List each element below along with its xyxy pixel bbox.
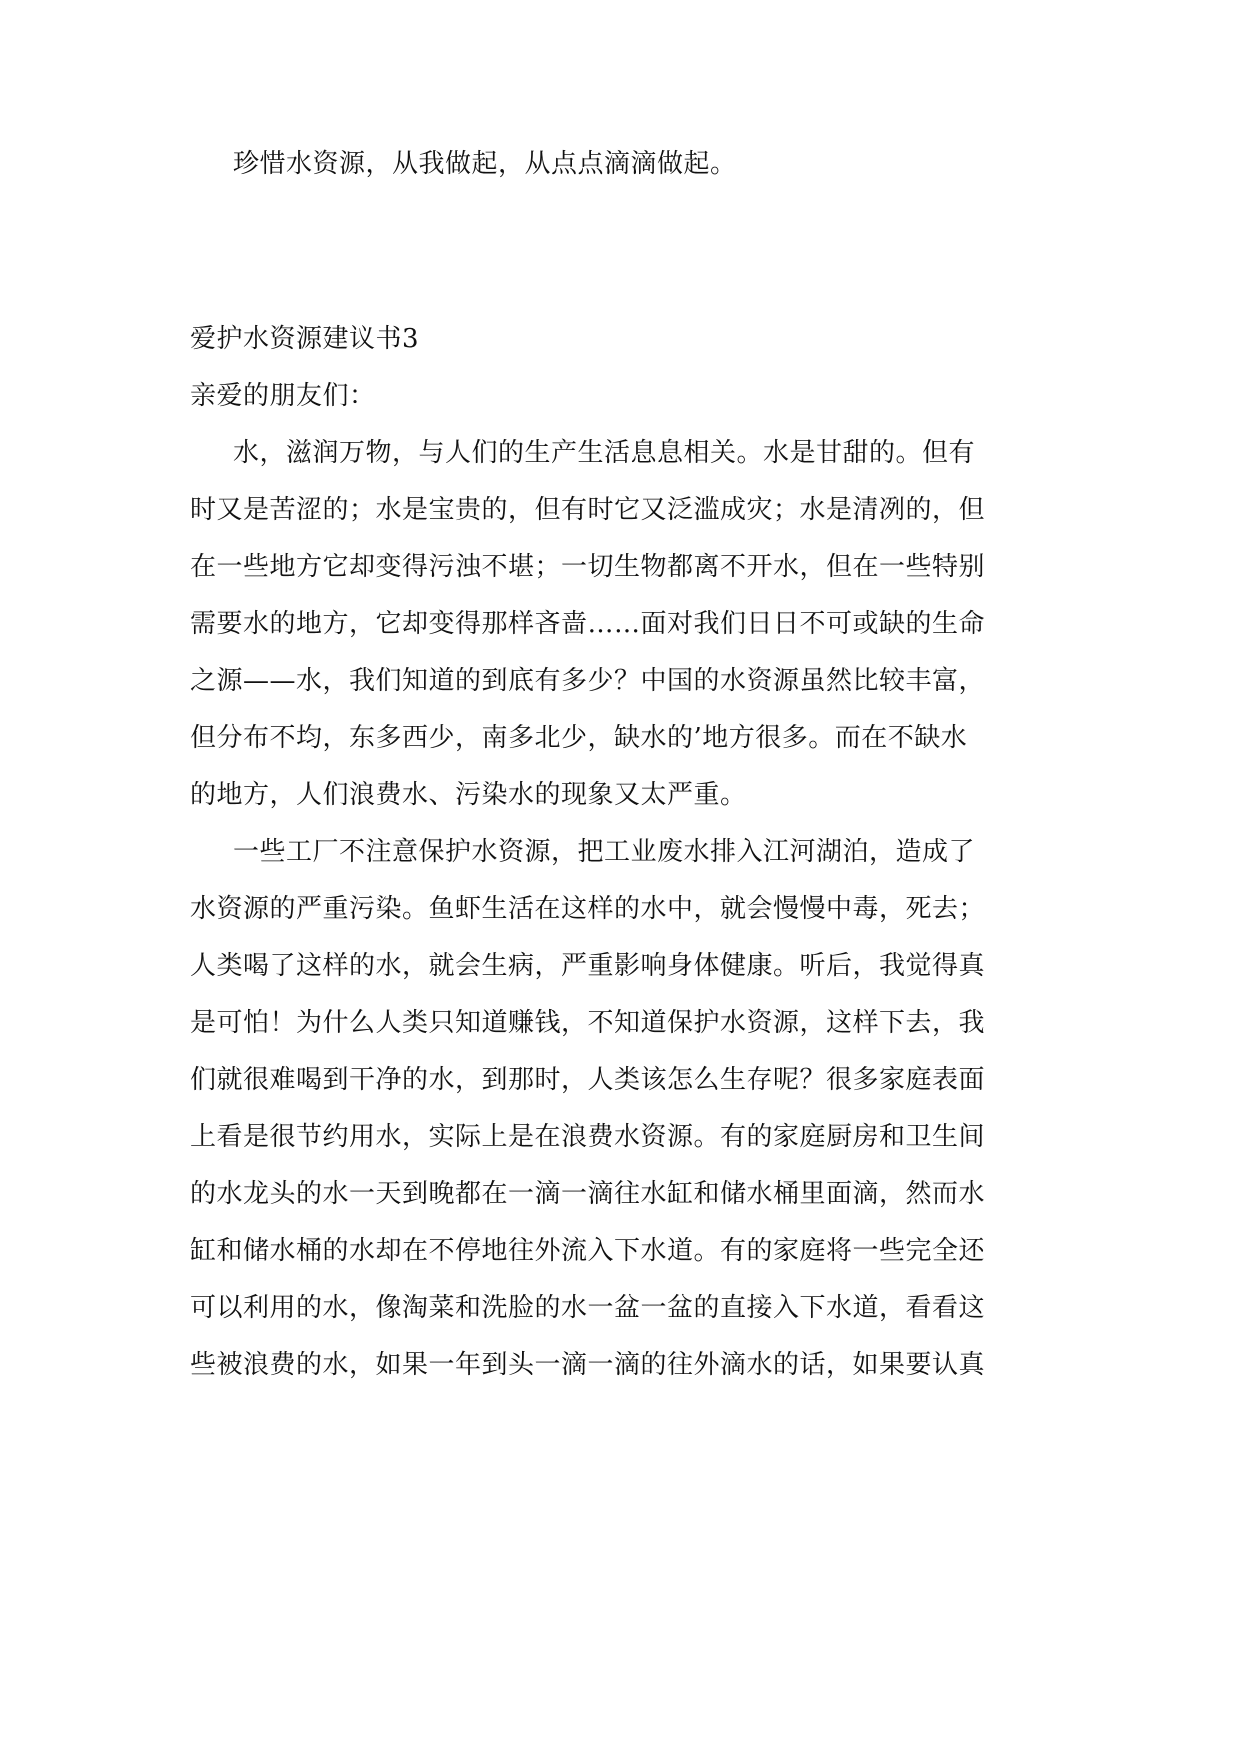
paragraph-line: 的地方，人们浪费水、污染水的现象又太严重。 <box>190 780 747 810</box>
paragraph-line: 是可怕！为什么人类只知道赚钱，不知道保护水资源，这样下去，我 <box>190 1008 986 1038</box>
paragraph-line: 些被浪费的水，如果一年到头一滴一滴的往外滴水的话，如果要认真 <box>190 1350 986 1380</box>
paragraph-line: 们就很难喝到干净的水，到那时，人类该怎么生存呢？很多家庭表面 <box>190 1065 986 1095</box>
paragraph-line: 水，滋润万物，与人们的生产生活息息相关。水是甘甜的。但有 <box>233 438 976 468</box>
paragraph-line: 但分布不均，东多西少，南多北少，缺水的’地方很多。而在不缺水 <box>190 723 968 753</box>
intro-line: 珍惜水资源，从我做起，从点点滴滴做起。 <box>233 149 737 179</box>
paragraph-line: 时又是苦涩的；水是宝贵的，但有时它又泛滥成灾；水是清冽的，但 <box>190 495 986 525</box>
paragraph-line: 需要水的地方，它却变得那样吝啬……面对我们日日不可或缺的生命 <box>190 609 986 639</box>
paragraph-line: 上看是很节约用水，实际上是在浪费水资源。有的家庭厨房和卫生间 <box>190 1122 986 1152</box>
paragraph-line: 在一些地方它却变得污浊不堪；一切生物都离不开水，但在一些特别 <box>190 552 986 582</box>
paragraph-line: 之源——水，我们知道的到底有多少？中国的水资源虽然比较丰富， <box>190 666 986 696</box>
paragraph-line: 人类喝了这样的水，就会生病，严重影响身体健康。听后，我觉得真 <box>190 951 986 981</box>
document-heading: 爱护水资源建议书3 <box>190 324 420 354</box>
paragraph-line: 缸和储水桶的水却在不停地往外流入下水道。有的家庭将一些完全还 <box>190 1236 986 1266</box>
paragraph-line: 水资源的严重污染。鱼虾生活在这样的水中，就会慢慢中毒，死去； <box>190 894 986 924</box>
paragraph-line: 一些工厂不注意保护水资源，把工业废水排入江河湖泊，造成了 <box>233 837 976 867</box>
salutation: 亲爱的朋友们： <box>190 381 376 411</box>
paragraph-line: 的水龙头的水一天到晚都在一滴一滴往水缸和储水桶里面滴，然而水 <box>190 1179 986 1209</box>
paragraph-line: 可以利用的水，像淘菜和洗脸的水一盆一盆的直接入下水道，看看这 <box>190 1293 986 1323</box>
